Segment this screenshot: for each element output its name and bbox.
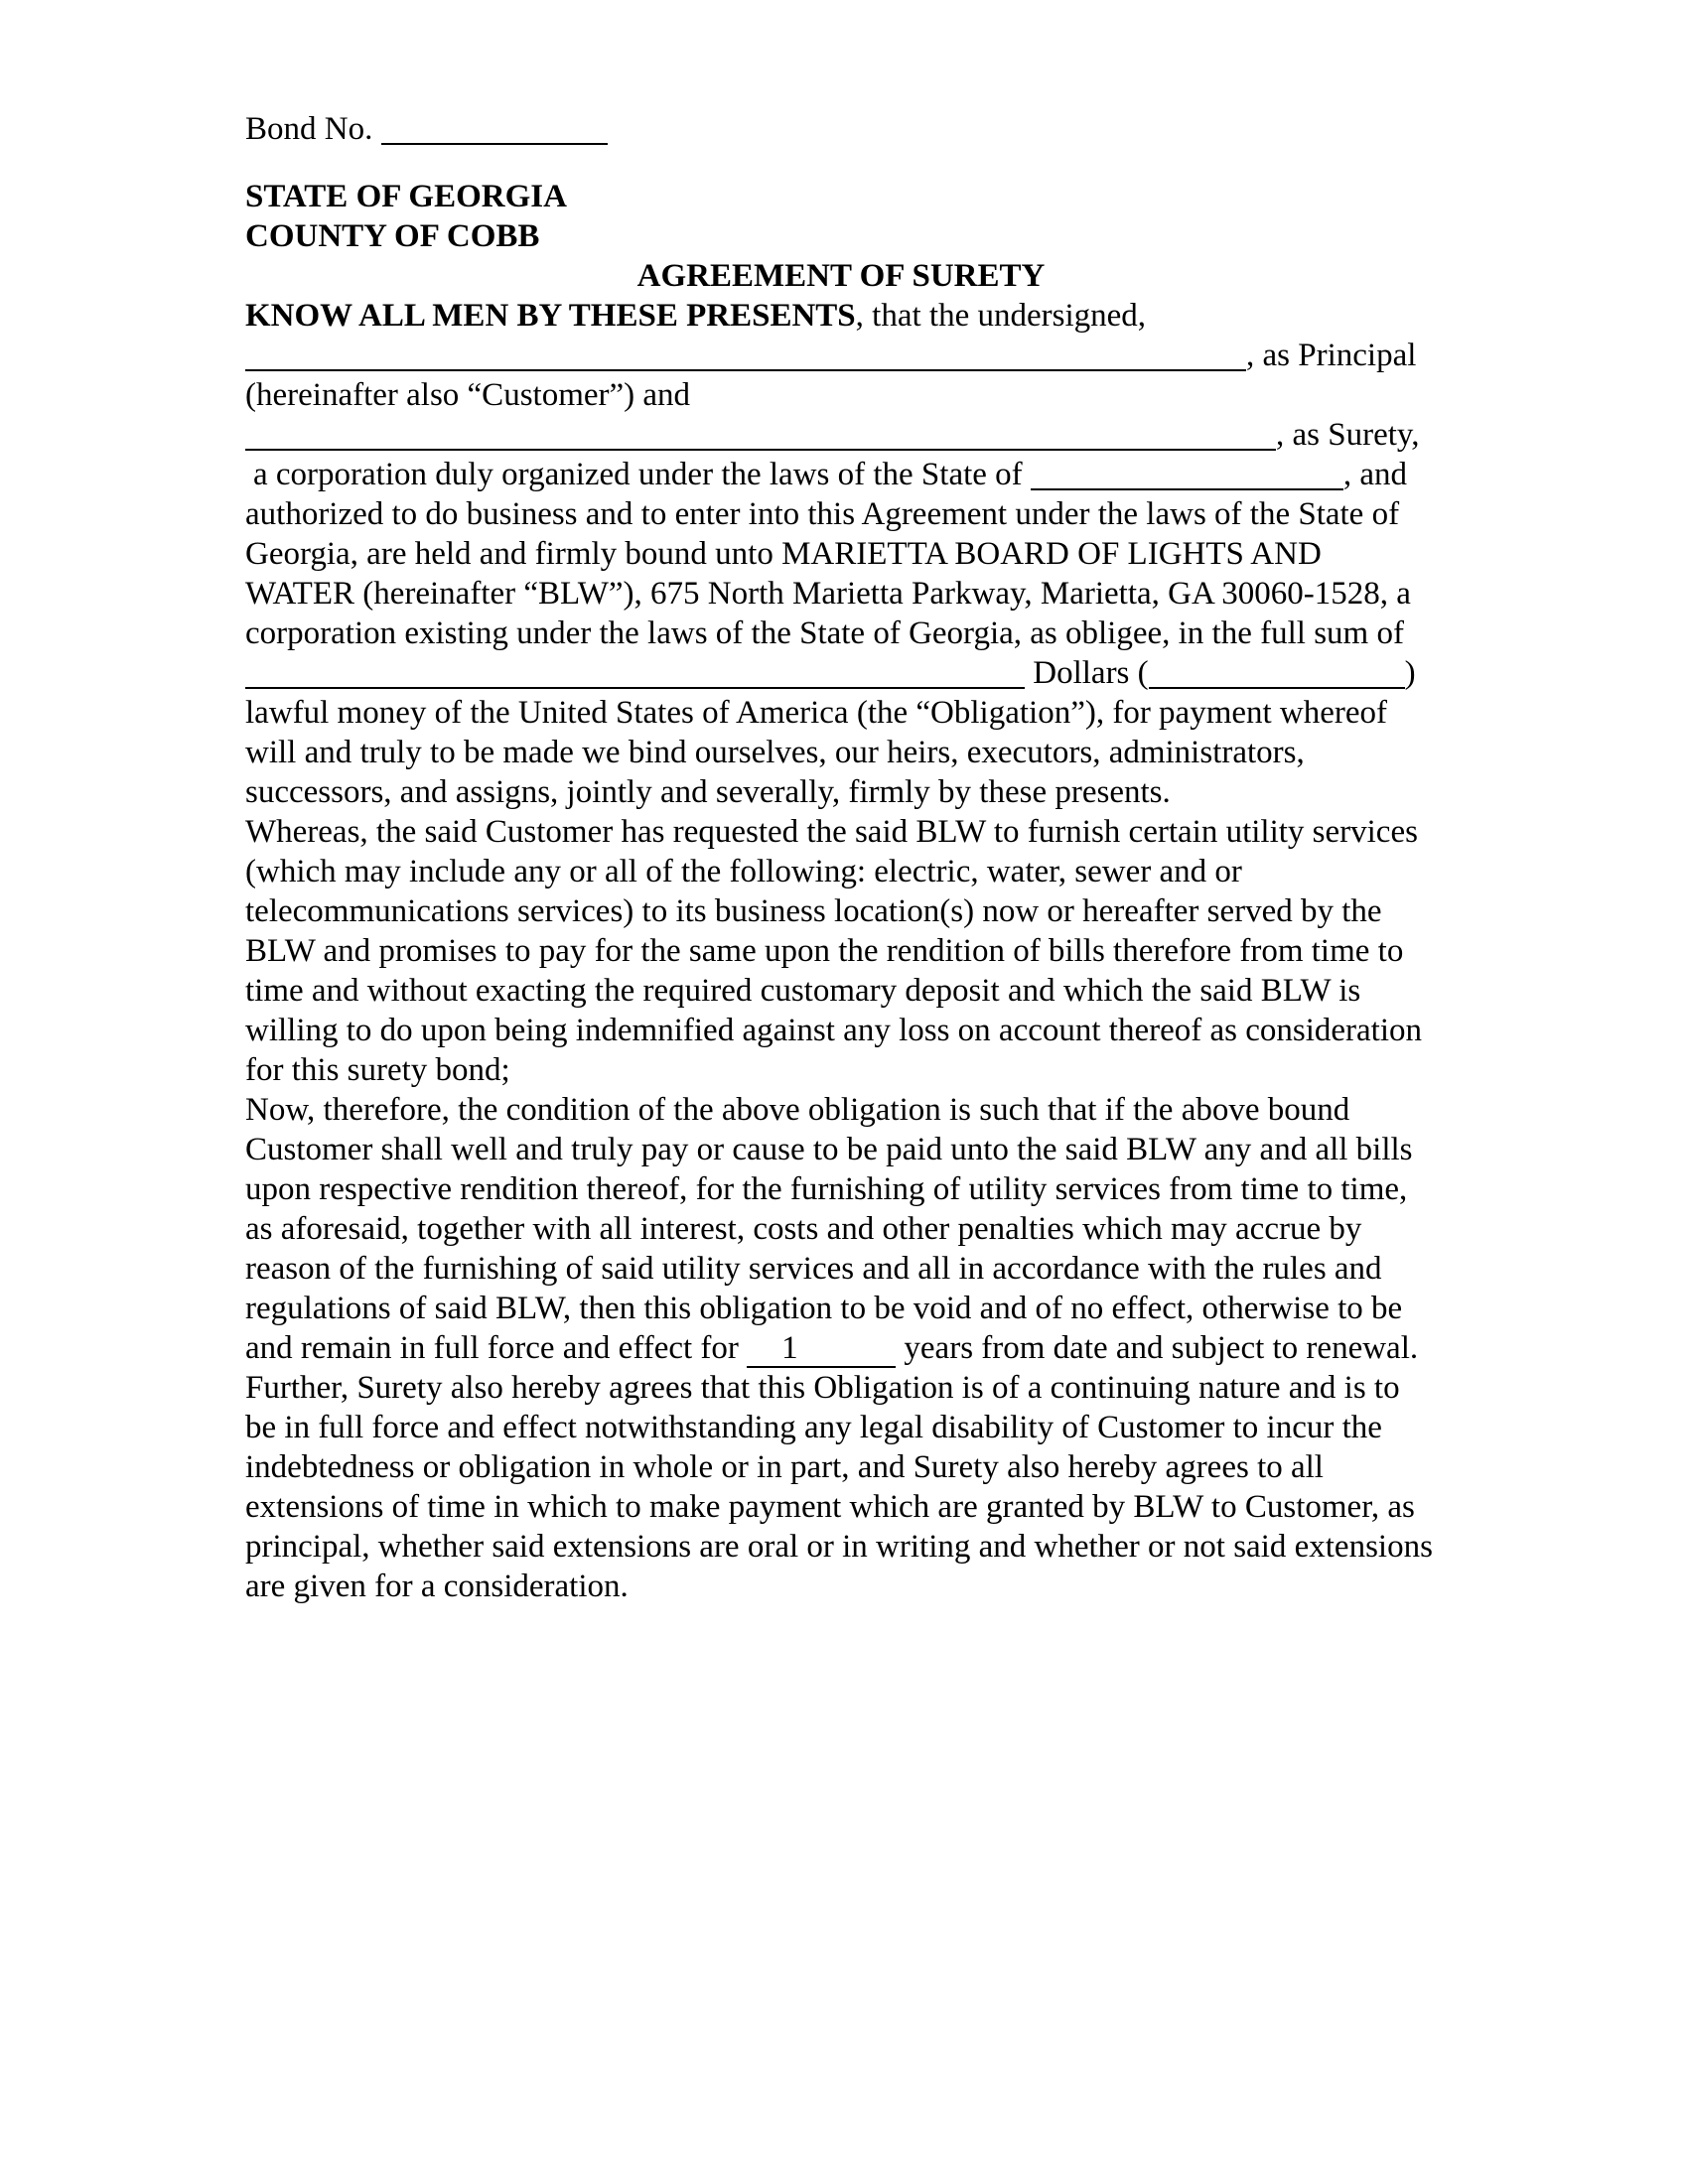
- whereas-paragraph: Whereas, the said Customer has requested the said BLW to furnish certain utility services (which may include any or all of the following: electric, water, sewer and or telecommunications services) to its business location(s) now or hereafter served by the BLW and promises to pay for the same upon the rendition of bills therefore from time to time and without exacting the required customary deposit and which the said BLW is willing to do upon being indemnified against any loss on account thereof as consideration for this surety bond;: [245, 814, 1422, 1088]
- corporation-paragraph: [245, 455, 1437, 653]
- bond-number-field[interactable]: [381, 112, 608, 145]
- state-of-georgia-line: STATE OF GEORGIA: [245, 179, 567, 214]
- state-of-incorporation-field[interactable]: [1031, 458, 1343, 490]
- amount-in-words-field[interactable]: [245, 656, 1025, 689]
- opening-rest-text: , that the undersigned,: [855, 298, 1147, 334]
- condition-paragraph: [245, 1090, 1437, 1368]
- customer-parenthetical-line: (hereinafter also “Customer”) and: [245, 377, 691, 413]
- document-content: [245, 109, 1437, 1606]
- obligation-amount-line: [245, 653, 1437, 693]
- condition-text-before: Now, therefore, the condition of the above obligation is such that if the above bound Customer shall well and truly pay or cause to be paid unto the said BLW any and all bills upon respective rendition thereof, for the furnishing of utility services from time to time, as aforesaid, together with all interest, costs and other penalties which may accrue by reason of the furnishing of said utility services and all in accordance with the rules and regulations of said BLW, then this obligation to be void and of no effect, otherwise to be and remain in full force and effect for: [245, 1092, 1413, 1366]
- condition-text-after: years from date and subject to renewal.: [904, 1330, 1419, 1366]
- renewal-years-field[interactable]: 1: [747, 1330, 896, 1368]
- amount-numeric-field[interactable]: [1149, 656, 1405, 689]
- principal-suffix: , as Principal: [1246, 338, 1417, 373]
- jurisdiction-header: [245, 177, 1437, 256]
- obligation-continuation-paragraph: lawful money of the United States of America (the “Obligation”), for payment whereof will and truly to be made we bind ourselves, our heirs, executors, administrators, successors, and assigns, jointly and severally, firmly by these presents.: [245, 695, 1388, 810]
- corporation-text-after: , and authorized to do business and to enter into this Agreement under the laws of the State of Georgia, are held and firmly bound unto MARIETTA BOARD OF LIGHTS AND WATER (hereinafter “BLW”), 675 North Marietta Parkway, Marietta, GA 30060-1528, a corporation existing under the laws of the State of Georgia, as obligee, in the full sum of: [245, 457, 1411, 651]
- dollars-label: Dollars (: [1033, 655, 1149, 691]
- surety-suffix: , as Surety,: [1276, 417, 1420, 453]
- principal-line: [245, 336, 1437, 375]
- principal-name-field[interactable]: [245, 339, 1246, 371]
- paren-close: ): [1404, 655, 1416, 691]
- surety-name-field[interactable]: [245, 418, 1276, 451]
- county-of-cobb-line: COUNTY OF COBB: [245, 218, 540, 254]
- further-paragraph: Further, Surety also hereby agrees that this Obligation is of a continuing nature and is to be in full force and effect notwithstanding any legal disability of Customer to incur the indebtedness or obligation in whole or in part, and Surety also hereby agrees to all extensions of time in which to make payment which are granted by BLW to Customer, as principal, whether said extensions are oral or in writing and whether or not said extensions are given for a consideration.: [245, 1370, 1433, 1604]
- surety-line: [245, 415, 1437, 455]
- document-title: AGREEMENT OF SURETY: [636, 258, 1046, 294]
- opening-bold-text: KNOW ALL MEN BY THESE PRESENTS: [245, 298, 856, 334]
- corporation-text-before: a corporation duly organized under the laws of the State of: [253, 457, 1023, 492]
- opening-paragraph: [245, 296, 1437, 336]
- bond-number-label: Bond No.: [245, 111, 373, 147]
- bond-number-row: [245, 109, 1437, 149]
